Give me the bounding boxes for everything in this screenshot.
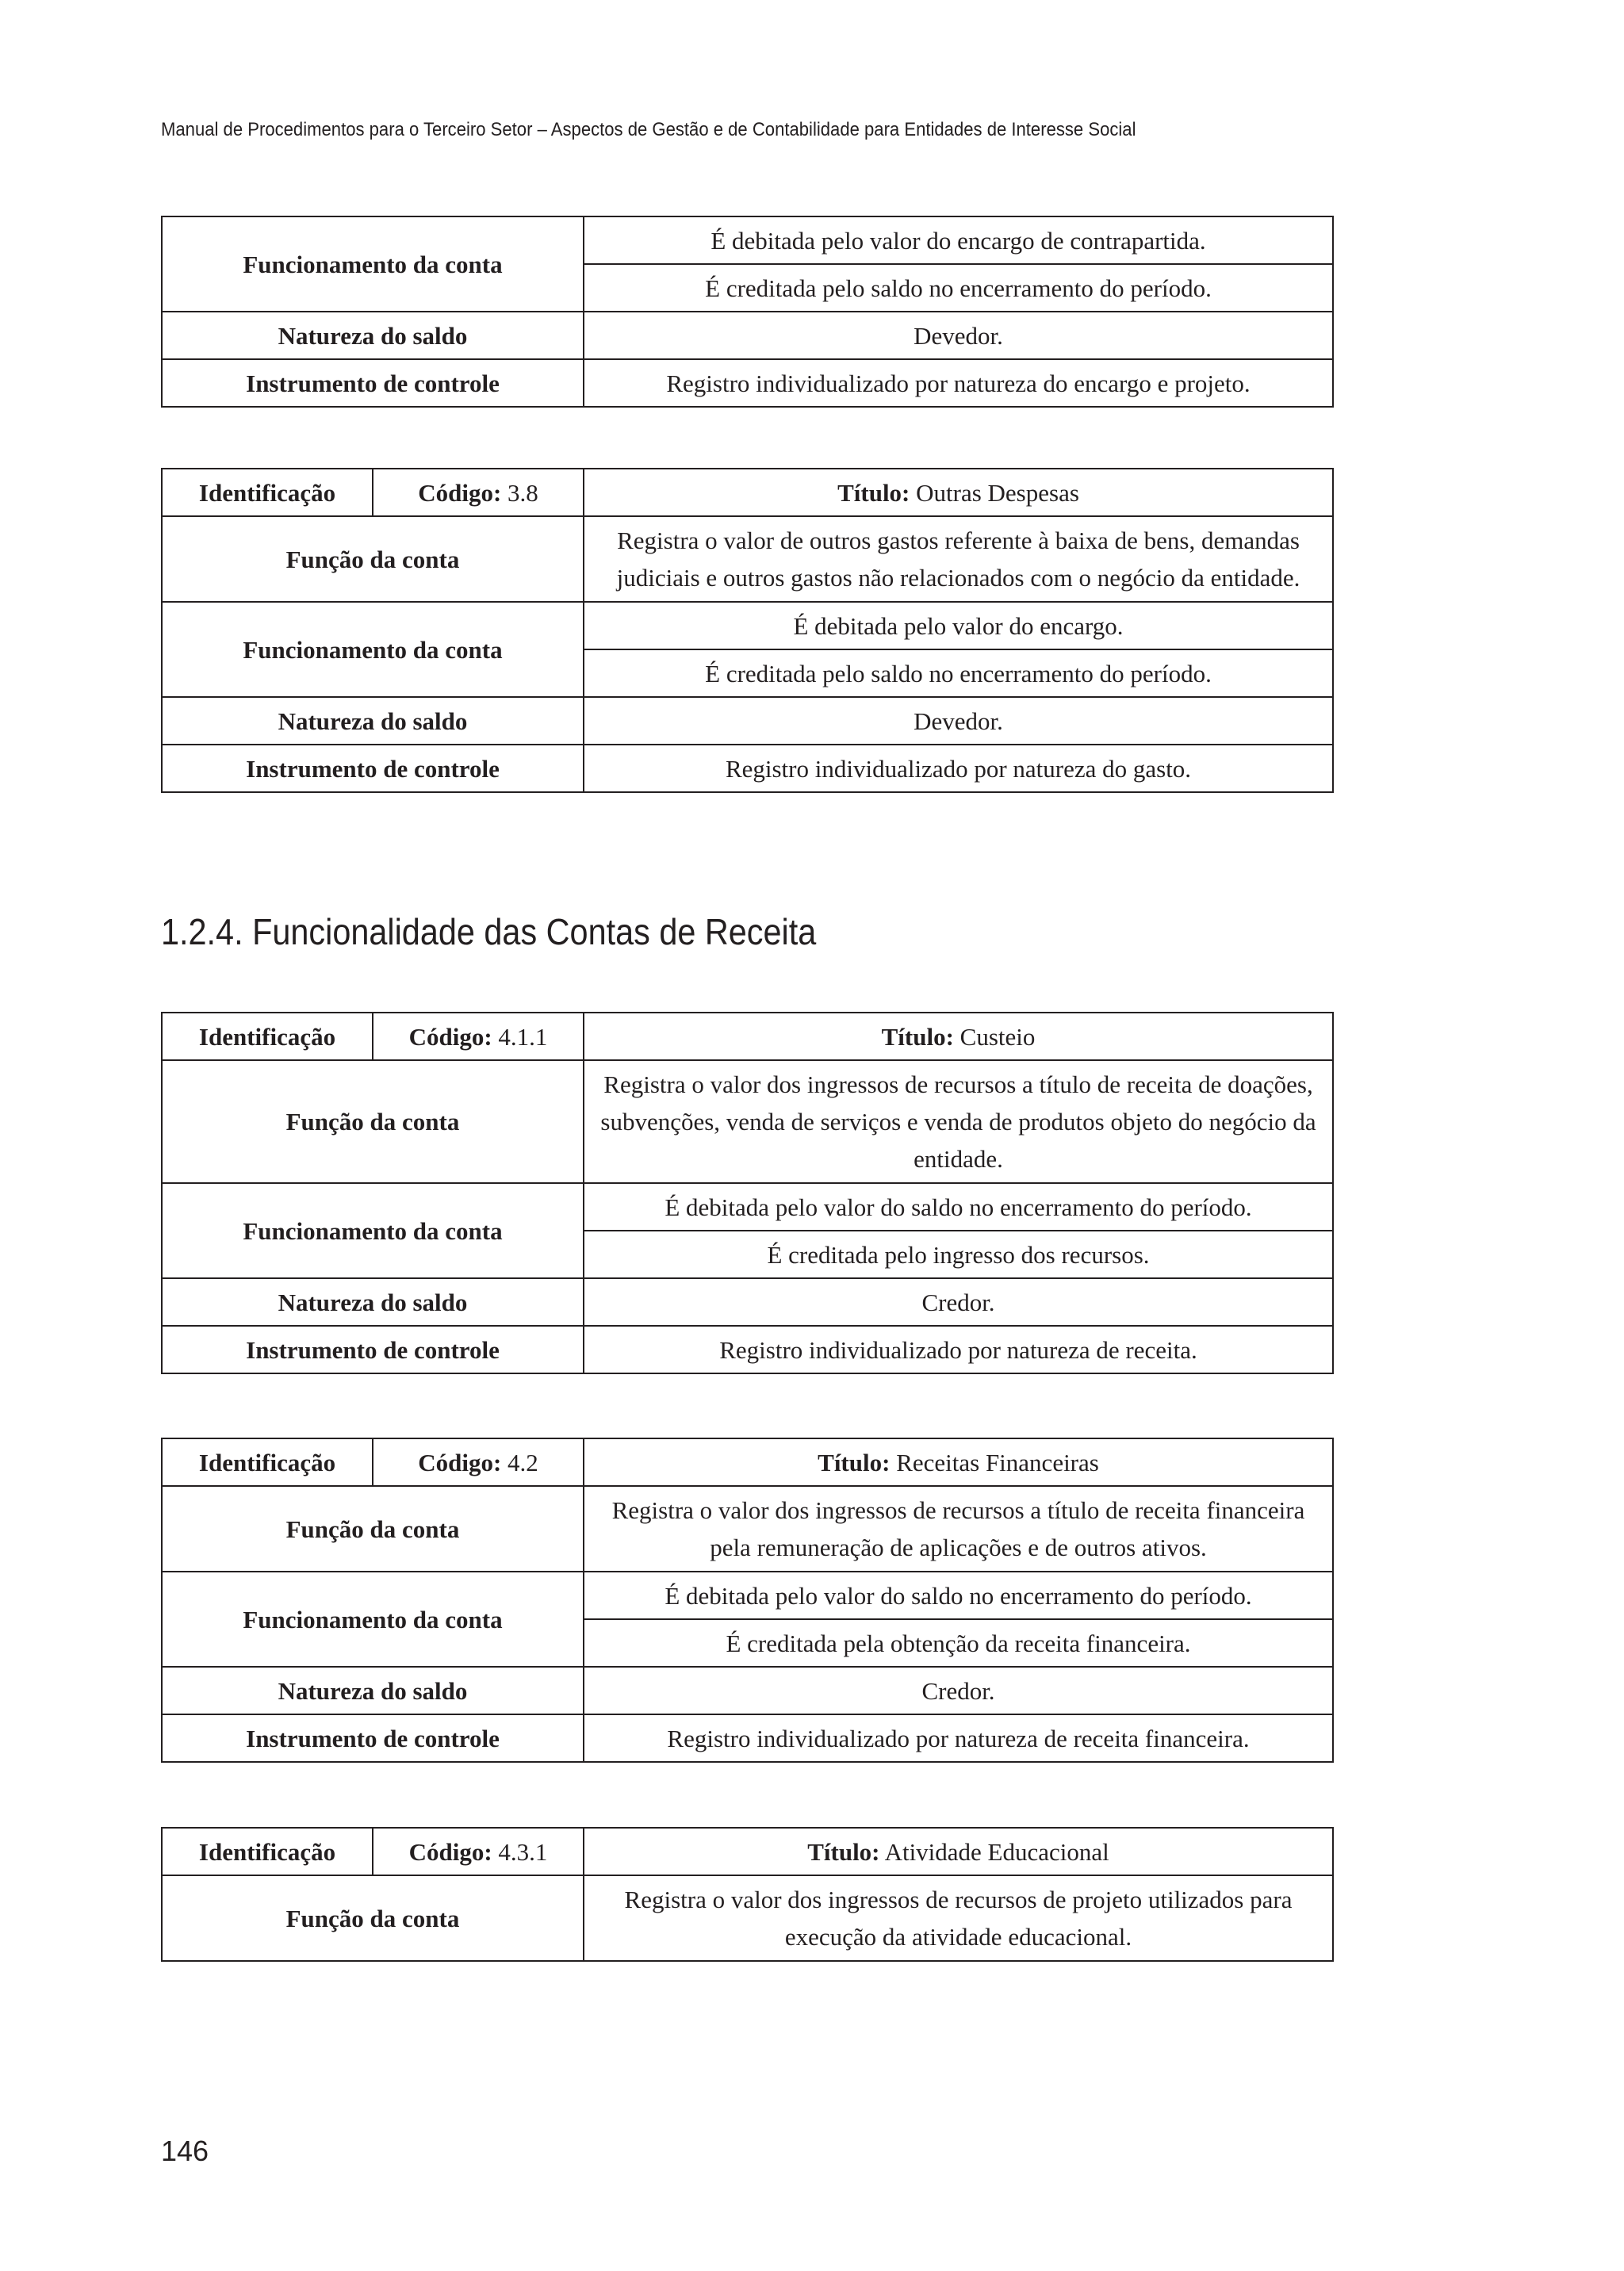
account-code	[373, 1013, 584, 1060]
code-value: 4.2	[508, 1448, 538, 1476]
account-function: Registra o valor de outros gastos referente à baixa de bens, demandas judiciais e outros gastos não relacionados com o negócio da entidade.	[584, 516, 1333, 602]
titulo-label: Título:	[818, 1448, 891, 1476]
funcionamento-label: Funcionamento da conta	[162, 216, 584, 312]
account-function: Registra o valor dos ingressos de recursos a título de receita financeira pela remuneração de aplicações e de outros ativos.	[584, 1486, 1333, 1572]
title-value: Receitas Financeiras	[896, 1448, 1099, 1476]
account-code	[373, 1828, 584, 1875]
instrumento-label: Instrumento de controle	[162, 1714, 584, 1762]
balance-nature: Devedor.	[584, 312, 1333, 359]
section-heading: 1.2.4. Funcionalidade das Contas de Receita	[161, 911, 817, 952]
control-instrument: Registro individualizado por natureza de receita financeira.	[584, 1714, 1333, 1762]
account-function: Registra o valor dos ingressos de recursos a título de receita de doações, subvenções, venda de serviços e venda de produtos objeto do negócio da entidade.	[584, 1060, 1333, 1183]
account-table-4-1-1	[161, 1012, 1334, 1374]
account-table-3-8	[161, 468, 1334, 793]
title-value: Outras Despesas	[916, 478, 1079, 507]
account-title	[584, 469, 1333, 516]
titulo-label: Título:	[881, 1022, 954, 1051]
funcionamento-label: Funcionamento da conta	[162, 1183, 584, 1278]
balance-nature: Credor.	[584, 1667, 1333, 1714]
natureza-label: Natureza do saldo	[162, 312, 584, 359]
natureza-label: Natureza do saldo	[162, 1278, 584, 1326]
account-title	[584, 1013, 1333, 1060]
credit-rule: É creditada pelo saldo no encerramento do período.	[584, 649, 1333, 697]
codigo-label: Código:	[408, 1022, 492, 1051]
natureza-label: Natureza do saldo	[162, 697, 584, 745]
running-header-title: Manual de Procedimentos para o Terceiro Setor	[161, 119, 533, 140]
balance-nature: Devedor.	[584, 697, 1333, 745]
account-code	[373, 1438, 584, 1486]
account-title	[584, 1828, 1333, 1875]
title-value: Custeio	[959, 1022, 1036, 1051]
funcao-label: Função da conta	[162, 1486, 584, 1572]
identificacao-label: Identificação	[162, 1828, 373, 1875]
identificacao-label: Identificação	[162, 469, 373, 516]
titulo-label: Título:	[837, 478, 910, 507]
running-header	[161, 119, 1136, 141]
account-code	[373, 469, 584, 516]
account-function: Registra o valor dos ingressos de recursos de projeto utilizados para execução da atividade educacional.	[584, 1875, 1333, 1961]
page-number: 146	[161, 2135, 209, 2167]
account-table-4-3-1	[161, 1827, 1334, 1962]
funcionamento-label: Funcionamento da conta	[162, 602, 584, 697]
debit-rule: É debitada pelo valor do saldo no encerramento do período.	[584, 1183, 1333, 1231]
credit-rule: É creditada pelo saldo no encerramento do período.	[584, 264, 1333, 312]
code-value: 4.1.1	[498, 1022, 548, 1051]
account-table-4-2	[161, 1438, 1334, 1763]
titulo-label: Título:	[807, 1837, 880, 1866]
debit-rule: É debitada pelo valor do encargo de contrapartida.	[584, 216, 1333, 264]
natureza-label: Natureza do saldo	[162, 1667, 584, 1714]
running-header-subtitle: – Aspectos de Gestão e de Contabilidade para Entidades de Interesse Social	[532, 119, 1136, 140]
funcionamento-label: Funcionamento da conta	[162, 1572, 584, 1667]
account-title	[584, 1438, 1333, 1486]
instrumento-label: Instrumento de controle	[162, 745, 584, 792]
credit-rule: É creditada pelo ingresso dos recursos.	[584, 1231, 1333, 1278]
codigo-label: Código:	[408, 1837, 492, 1866]
instrumento-label: Instrumento de controle	[162, 1326, 584, 1373]
code-value: 3.8	[508, 478, 538, 507]
debit-rule: É debitada pelo valor do saldo no encerramento do período.	[584, 1572, 1333, 1619]
balance-nature: Credor.	[584, 1278, 1333, 1326]
control-instrument: Registro individualizado por natureza de receita.	[584, 1326, 1333, 1373]
control-instrument: Registro individualizado por natureza do encargo e projeto.	[584, 359, 1333, 407]
codigo-label: Código:	[418, 478, 502, 507]
account-table-continued	[161, 216, 1334, 408]
funcao-label: Função da conta	[162, 1875, 584, 1961]
instrumento-label: Instrumento de controle	[162, 359, 584, 407]
debit-rule: É debitada pelo valor do encargo.	[584, 602, 1333, 649]
funcao-label: Função da conta	[162, 516, 584, 602]
control-instrument: Registro individualizado por natureza do gasto.	[584, 745, 1333, 792]
title-value: Atividade Educacional	[884, 1837, 1109, 1866]
funcao-label: Função da conta	[162, 1060, 584, 1183]
identificacao-label: Identificação	[162, 1438, 373, 1486]
codigo-label: Código:	[418, 1448, 502, 1476]
code-value: 4.3.1	[498, 1837, 548, 1866]
credit-rule: É creditada pela obtenção da receita financeira.	[584, 1619, 1333, 1667]
identificacao-label: Identificação	[162, 1013, 373, 1060]
